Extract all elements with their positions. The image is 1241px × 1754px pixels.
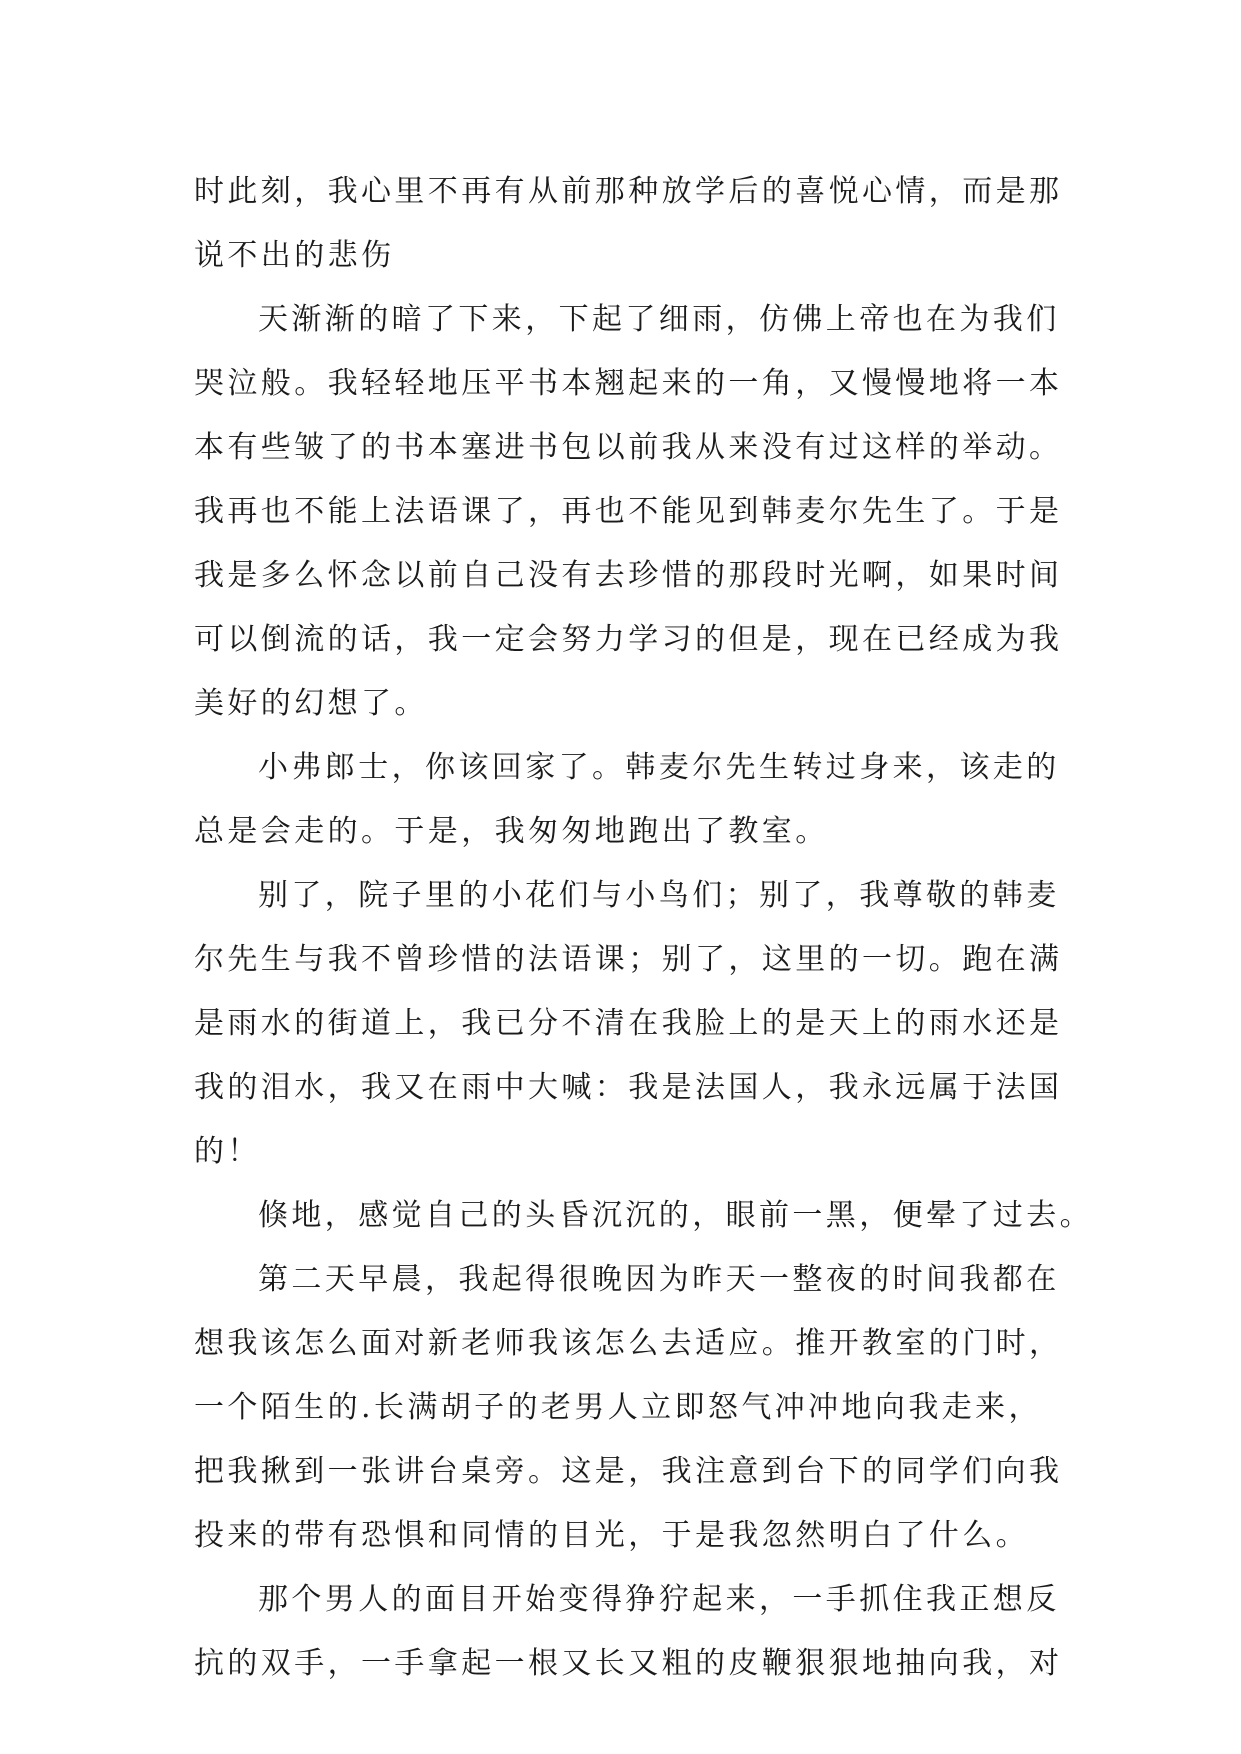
text-line: 我再也不能上法语课了，再也不能见到韩麦尔先生了。于是 [194, 494, 1063, 529]
text-line: 那个男人的面目开始变得狰狞起来，一手抓住我正想反 [258, 1582, 1060, 1617]
text-line: 美好的幻想了。 [194, 686, 428, 721]
text-line: 第二天早晨，我起得很晚因为昨天一整夜的时间我都在 [258, 1262, 1060, 1297]
document-body [194, 160, 1093, 1696]
text-line: 尔先生与我不曾珍惜的法语课；别了，这里的一切。跑在满 [194, 942, 1063, 977]
text-line: 倏地，感觉自己的头昏沉沉的，眼前一黑，便晕了过去。 [258, 1198, 1093, 1233]
text-line: 一个陌生的.长满胡子的老男人立即怒气冲冲地向我走来， [194, 1390, 1042, 1425]
text-line: 时此刻，我心里不再有从前那种放学后的喜悦心情，而是那 [194, 174, 1063, 209]
text-line: 我是多么怀念以前自己没有去珍惜的那段时光啊，如果时间 [194, 558, 1063, 593]
text-line: 可以倒流的话，我一定会努力学习的但是，现在已经成为我 [194, 622, 1063, 657]
text-line: 别了，院子里的小花们与小鸟们；别了，我尊敬的韩麦 [258, 878, 1060, 913]
text-line: 天渐渐的暗了下来，下起了细雨，仿佛上帝也在为我们 [258, 302, 1060, 337]
text-line: 想我该怎么面对新老师我该怎么去适应。推开教室的门时， [194, 1326, 1063, 1361]
text-line: 投来的带有恐惧和同情的目光，于是我忽然明白了什么。 [194, 1518, 1029, 1553]
text-line: 抗的双手，一手拿起一根又长又粗的皮鞭狠狠地抽向我，对 [194, 1646, 1063, 1681]
text-line: 是雨水的街道上，我已分不清在我脸上的是天上的雨水还是 [194, 1006, 1063, 1041]
text-line: 说不出的悲伤 [194, 238, 395, 273]
text-line: 的！ [194, 1134, 261, 1169]
text-line: 哭泣般。我轻轻地压平书本翘起来的一角，又慢慢地将一本 [194, 366, 1063, 401]
text-line: 小弗郎士，你该回家了。韩麦尔先生转过身来，该走的 [258, 750, 1060, 785]
text-line: 总是会走的。于是，我匆匆地跑出了教室。 [194, 814, 829, 849]
text-line: 本有些皱了的书本塞进书包以前我从来没有过这样的举动。 [194, 430, 1063, 465]
text-line: 把我揪到一张讲台桌旁。这是，我注意到台下的同学们向我 [194, 1454, 1063, 1489]
text-line: 我的泪水，我又在雨中大喊：我是法国人，我永远属于法国 [194, 1070, 1063, 1105]
